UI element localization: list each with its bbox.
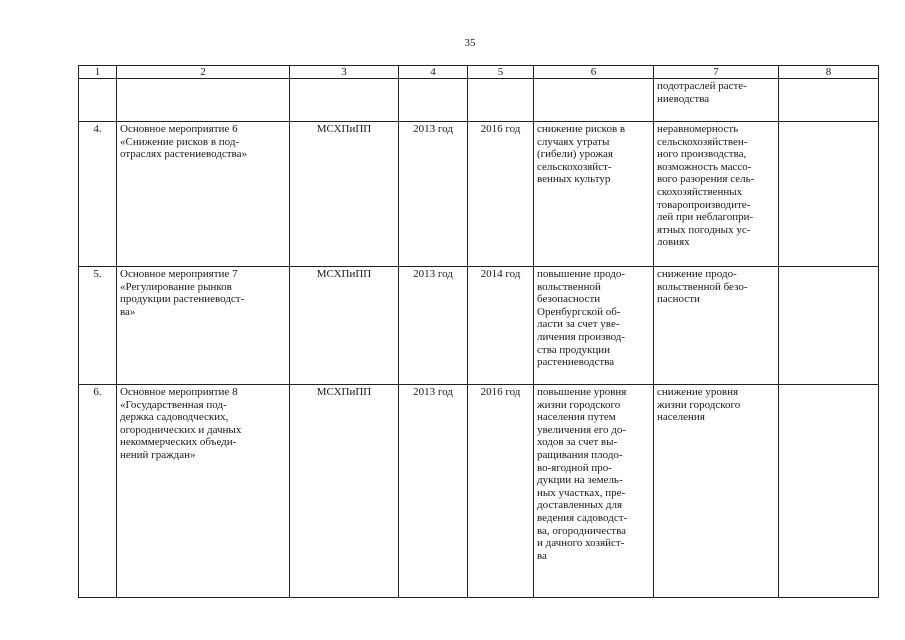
start-year: 2013 год xyxy=(399,385,468,598)
table-cell xyxy=(534,79,654,122)
text-line: ласти за счет уве- xyxy=(537,318,620,331)
measures-table xyxy=(78,65,879,598)
header-cell: 5 xyxy=(468,66,534,79)
header-cell: 6 xyxy=(534,66,654,79)
text-line: жизни городского xyxy=(537,398,621,411)
table-cell xyxy=(117,79,290,122)
row-number: 4. xyxy=(79,122,117,267)
expected-result xyxy=(534,122,654,267)
executor-cell: МСХПиПП xyxy=(290,385,399,598)
text-line: снижение рисков в xyxy=(537,123,626,135)
text-line: жизни городского xyxy=(657,398,741,411)
table-cell xyxy=(79,79,117,122)
text-line: во-ягодной про- xyxy=(537,461,612,474)
link-cell xyxy=(779,267,879,385)
executor-cell: МСХПиПП xyxy=(290,267,399,385)
header-cell: 2 xyxy=(117,66,290,79)
end-year: 2016 год xyxy=(468,385,534,598)
continuation-row xyxy=(79,79,879,122)
text-line: Основное мероприятие 8 xyxy=(120,386,238,398)
text-line: держка садоводческих, xyxy=(120,411,229,424)
text-line: сельскохозяйствен- xyxy=(657,135,748,148)
text-line: и дачного хозяйст- xyxy=(537,537,625,550)
text-line: безопасности xyxy=(537,293,601,306)
expected-result xyxy=(534,267,654,385)
link-cell xyxy=(779,385,879,598)
text-line: ниеводства xyxy=(657,92,710,105)
text-line: продукции растениеводст- xyxy=(120,293,245,306)
text-line: личения производ- xyxy=(537,330,626,343)
text-line: повышение уровня xyxy=(537,386,627,398)
executor-cell: МСХПиПП xyxy=(290,122,399,267)
end-year: 2016 год xyxy=(468,122,534,267)
table-cell xyxy=(290,79,399,122)
text-line: случаях утраты xyxy=(537,135,610,148)
text-line: неравномерность xyxy=(657,123,739,135)
text-line: возможность массо- xyxy=(657,160,752,173)
header-cell: 8 xyxy=(779,66,879,79)
text-line: вольственной xyxy=(537,280,601,293)
table-row xyxy=(79,267,879,385)
text-line: сельскохозяйст- xyxy=(537,160,612,173)
measure-name xyxy=(117,385,290,598)
table-row xyxy=(79,122,879,267)
end-year: 2014 год xyxy=(468,267,534,385)
text-line: ва xyxy=(537,549,547,562)
text-line: ного производства, xyxy=(657,148,747,161)
measure-name xyxy=(117,122,290,267)
text-line: дукции на земель- xyxy=(537,474,623,487)
text-line: ва, огородничества xyxy=(537,524,627,537)
text-line: скохозяйственных xyxy=(657,185,743,198)
text-line: ходов за счет вы- xyxy=(537,436,618,449)
text-line: ных участках, пре- xyxy=(537,486,626,499)
consequences-cell xyxy=(654,267,779,385)
text-line: снижение продо- xyxy=(657,268,737,280)
row-number: 6. xyxy=(79,385,117,598)
row-number: 5. xyxy=(79,267,117,385)
link-cell xyxy=(779,122,879,267)
text-line: товаропроизводите- xyxy=(657,198,751,211)
header-cell: 4 xyxy=(399,66,468,79)
text-line: Основное мероприятие 7 xyxy=(120,268,238,280)
consequences-cell xyxy=(654,79,779,122)
text-line: отраслях растениеводства» xyxy=(120,148,247,161)
text-line: снижение уровня xyxy=(657,386,739,398)
measure-name xyxy=(117,267,290,385)
text-line: доставленных для xyxy=(537,499,623,512)
table-row xyxy=(79,385,879,598)
header-cell: 7 xyxy=(654,66,779,79)
text-line: «Снижение рисков в под- xyxy=(120,135,240,148)
text-line: Оренбургской об- xyxy=(537,305,621,318)
text-line: увеличения его до- xyxy=(537,423,627,436)
header-cell: 3 xyxy=(290,66,399,79)
text-line: подотраслей расте- xyxy=(657,80,747,92)
text-line: «Государственная под- xyxy=(120,398,227,411)
table-cell xyxy=(468,79,534,122)
text-line: ращивания плодо- xyxy=(537,448,623,461)
table-cell xyxy=(779,79,879,122)
text-line: повышение продо- xyxy=(537,268,626,280)
text-line: «Регулирование рынков xyxy=(120,280,232,293)
start-year: 2013 год xyxy=(399,122,468,267)
text-line: нений граждан» xyxy=(120,448,196,461)
text-line: ятных погодных ус- xyxy=(657,223,751,236)
start-year: 2013 год xyxy=(399,267,468,385)
table-header-row xyxy=(79,66,879,79)
text-line: (гибели) урожая xyxy=(537,148,613,161)
text-line: вольственной безо- xyxy=(657,280,748,293)
consequences-cell xyxy=(654,385,779,598)
text-line: ведения садоводст- xyxy=(537,511,628,524)
text-line: Основное мероприятие 6 xyxy=(120,123,238,135)
page-number: 35 xyxy=(464,37,476,49)
text-line: ловиях xyxy=(657,236,690,249)
text-line: вого разорения сель- xyxy=(657,173,755,186)
header-cell: 1 xyxy=(79,66,117,79)
text-line: лей при неблагопри- xyxy=(657,211,754,224)
table-cell xyxy=(399,79,468,122)
text-line: ва» xyxy=(120,305,136,318)
text-line: огороднических и дачных xyxy=(120,423,242,436)
consequences-cell xyxy=(654,122,779,267)
text-line: населения путем xyxy=(537,411,616,424)
expected-result xyxy=(534,385,654,598)
text-line: ства продукции xyxy=(537,343,611,356)
text-line: растениеводства xyxy=(537,356,615,369)
text-line: венных культур xyxy=(537,173,611,186)
text-line: пасности xyxy=(657,293,700,306)
text-line: некоммерческих объеди- xyxy=(120,436,237,449)
text-line: населения xyxy=(657,411,705,424)
